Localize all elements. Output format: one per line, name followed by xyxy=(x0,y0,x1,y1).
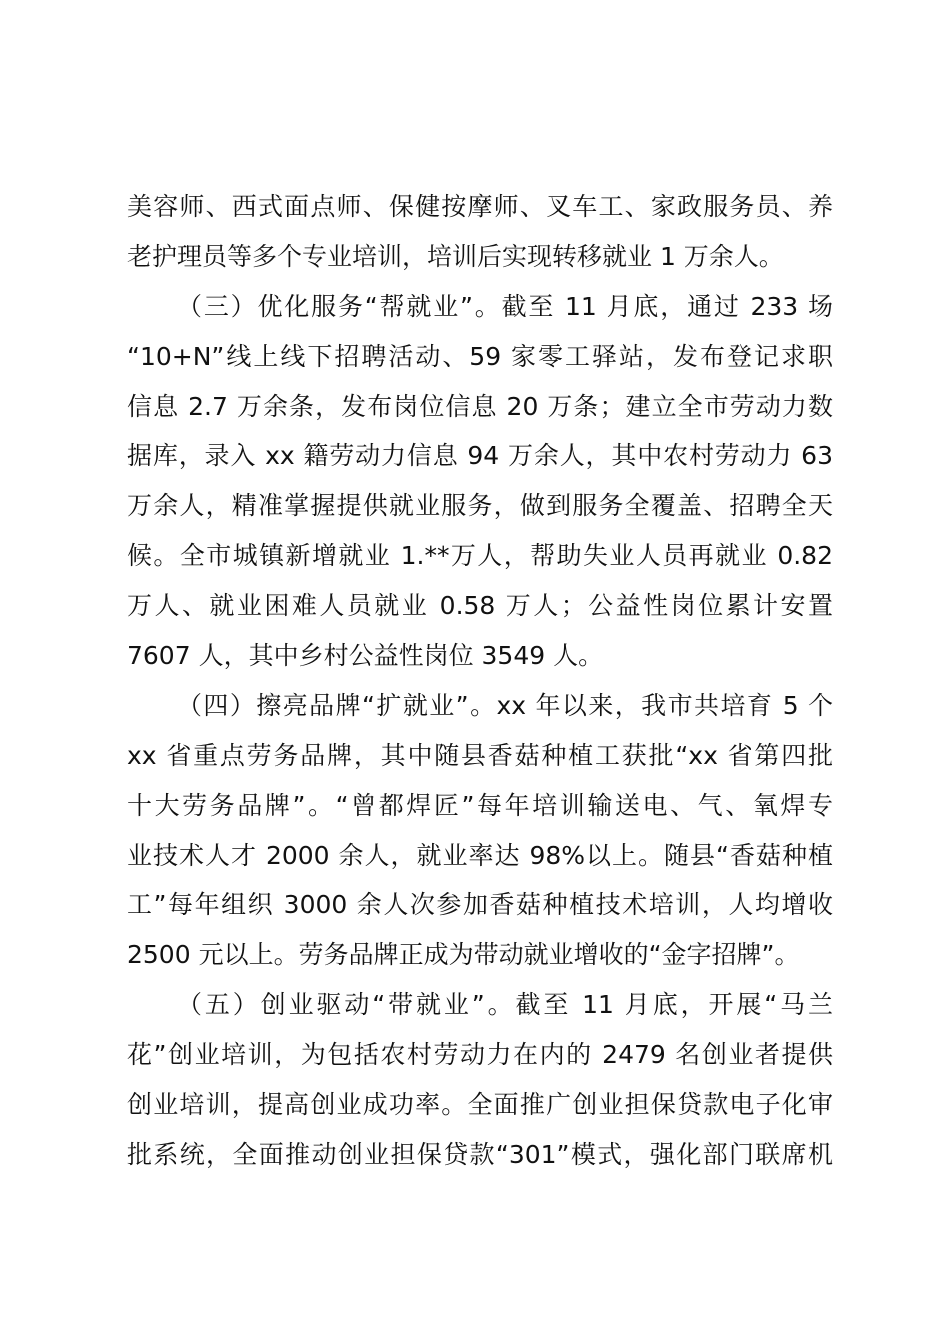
text-line: （四）擦亮品牌“扩就业”。xx 年以来，我市共培育 5 个 xyxy=(177,690,833,720)
text-line: 十大劳务品牌”。“曾都焊匠”每年培训输送电、气、氧焊专 xyxy=(127,790,833,820)
text-line: 花”创业培训，为包括农村劳动力在内的 2479 名创业者提供 xyxy=(127,1040,833,1070)
text-line: 批系统，全面推动创业担保贷款“301”模式，强化部门联席机 xyxy=(127,1139,833,1169)
text-line: （三）优化服务“帮就业”。截至 11 月底，通过 233 场 xyxy=(177,291,833,321)
text-line: 美容师、西式面点师、保健按摩师、叉车工、家政服务员、养 xyxy=(127,192,833,221)
text-line: （五）创业驱动“带就业”。截至 11 月底，开展“马兰 xyxy=(177,990,833,1020)
text-line: xx 省重点劳务品牌，其中随县香菇种植工获批“xx 省第四批 xyxy=(127,740,833,770)
text-line: 7607 人，其中乡村公益性岗位 3549 人。 xyxy=(127,641,604,671)
text-line: 万人、就业困难人员就业 0.58 万人；公益性岗位累计安置 xyxy=(127,591,833,621)
text-line: 老护理员等多个专业培训，培训后实现转移就业 1 万余人。 xyxy=(127,241,784,271)
text-line: 信息 2.7 万余条，发布岗位信息 20 万条；建立全市劳动力数 xyxy=(127,391,833,421)
text-line: 据库，录入 xx 籍劳动力信息 94 万余人，其中农村劳动力 63 xyxy=(127,441,833,471)
text-line: 2500 元以上。劳务品牌正成为带动就业增收的“金字招牌”。 xyxy=(127,940,800,970)
document-body xyxy=(127,182,833,1180)
text-line: 工”每年组织 3000 余人次参加香菇种植技术培训，人均增收 xyxy=(127,890,833,920)
text-line: 候。全市城镇新增就业 1.**万人，帮助失业人员再就业 0.82 xyxy=(127,541,833,571)
text-line: 万余人，精准掌握提供就业服务，做到服务全覆盖、招聘全天 xyxy=(127,491,833,521)
text-line: “10+N”线上线下招聘活动、59 家零工驿站，发布登记求职 xyxy=(127,341,833,371)
text-line: 创业培训，提高创业成功率。全面推广创业担保贷款电子化审 xyxy=(127,1090,833,1120)
text-line: 业技术人才 2000 余人，就业率达 98%以上。随县“香菇种植 xyxy=(127,840,833,870)
